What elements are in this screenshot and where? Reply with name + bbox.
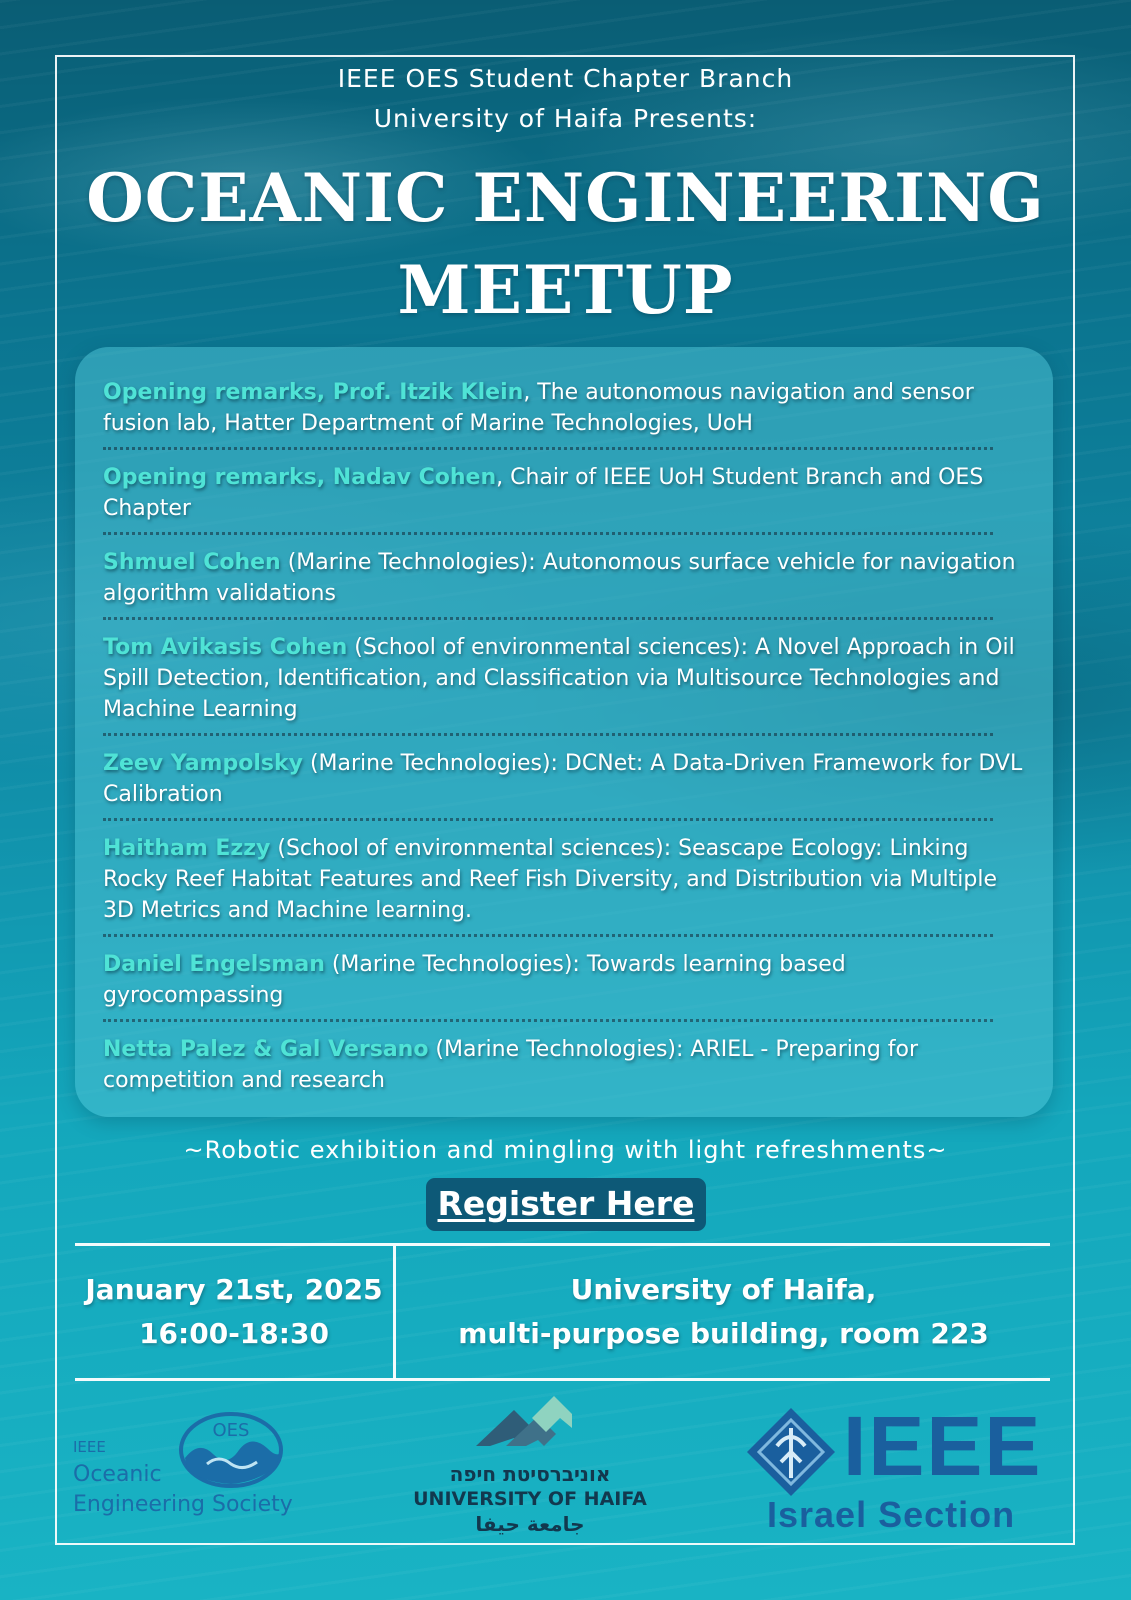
oes-logo-ieee: IEEE <box>73 1438 106 1456</box>
talk-description: (School of environmental sciences): Seascape Ecology: Linking Rocky Reef Habitat Features and Reef Fish Diversity, and Distribution via Multiple 3D Metrics and Machine learning. <box>103 836 997 923</box>
event-time: 16:00-18:30 <box>139 1317 329 1350</box>
event-venue <box>396 1268 1051 1356</box>
program-panel <box>75 347 1053 1117</box>
speaker-name: Shmuel Cohen <box>103 550 281 575</box>
speaker-name: Netta Palez & Gal Versano <box>103 1037 429 1062</box>
talk-item <box>103 748 1033 816</box>
ieee-israel-logo <box>745 1400 1055 1540</box>
oes-wave-icon <box>177 1410 285 1492</box>
speaker-name: Tom Avikasis Cohen <box>103 635 348 660</box>
venue-line-1: University of Haifa, <box>570 1273 877 1306</box>
ieee-section-name: Israel Section <box>767 1494 1016 1535</box>
speaker-name: Haitham Ezzy <box>103 836 271 861</box>
uoh-arabic-name: جامعة حيفا <box>475 1512 585 1536</box>
speaker-name: Opening remarks, Prof. Itzik Klein <box>103 380 524 405</box>
dotted-divider <box>103 733 993 736</box>
talk-item <box>103 377 1033 445</box>
ieee-wordmark: IEEE <box>843 1399 1043 1493</box>
oes-badge-text: OES <box>212 1420 250 1441</box>
register-button[interactable]: Register Here <box>426 1178 706 1231</box>
talk-description: (Marine Technologies): ARIEL - Preparing for competition and research <box>103 1037 919 1093</box>
talk-description: (School of environmental sciences): A Novel Approach in Oil Spill Detection, Identification, and Classification via Multisource Technologies and Machine Learning <box>103 635 1015 722</box>
oes-logo-line-1: Oceanic <box>73 1462 162 1487</box>
talk-item <box>103 949 1033 1017</box>
uoh-hebrew-name: אוניברסיטת חיפה <box>449 1462 611 1486</box>
oes-logo <box>73 1410 313 1530</box>
venue-line-2: multi-purpose building, room 223 <box>458 1317 989 1350</box>
talk-item <box>103 462 1033 530</box>
event-title-line-2: MEETUP <box>397 251 734 329</box>
dotted-divider <box>103 617 993 620</box>
talk-item <box>103 1034 1033 1102</box>
talk-item <box>103 547 1033 615</box>
event-datetime <box>75 1268 393 1356</box>
event-date: January 21st, 2025 <box>85 1273 383 1306</box>
tagline: ~Robotic exhibition and mingling with light refreshments~ <box>183 1136 948 1164</box>
talk-item <box>103 632 1033 731</box>
talk-description: , Chair of IEEE UoH Student Branch and OES Chapter <box>103 465 984 521</box>
divider-bottom <box>75 1378 1050 1381</box>
presenter-line-1: IEEE OES Student Chapter Branch <box>337 64 794 93</box>
talk-description: (Marine Technologies): DCNet: A Data-Driven Framework for DVL Calibration <box>103 751 1023 807</box>
uoh-english-name: UNIVERSITY OF HAIFA <box>413 1488 647 1510</box>
university-roof-icon <box>476 1396 584 1456</box>
talk-description: , The autonomous navigation and sensor fusion lab, Hatter Department of Marine Technologies, UoH <box>103 380 974 436</box>
dotted-divider <box>103 818 993 821</box>
talk-description: (Marine Technologies): Autonomous surface vehicle for navigation algorithm validations <box>103 550 1016 606</box>
speaker-name: Opening remarks, Nadav Cohen <box>103 465 497 490</box>
divider-top <box>75 1243 1050 1246</box>
talk-item <box>103 833 1033 932</box>
ieee-diamond-icon <box>745 1406 837 1498</box>
oes-logo-line-2: Engineering Society <box>73 1492 293 1517</box>
dotted-divider <box>103 934 993 937</box>
dotted-divider <box>103 532 993 535</box>
dotted-divider <box>103 447 993 450</box>
presenter-line-2: University of Haifa Presents: <box>373 104 758 133</box>
talk-description: (Marine Technologies): Towards learning based gyrocompassing <box>103 952 846 1008</box>
university-of-haifa-logo <box>400 1396 660 1536</box>
event-title-line-1: OCEANIC ENGINEERING <box>86 159 1045 237</box>
speaker-name: Zeev Yampolsky <box>103 751 303 776</box>
speaker-name: Daniel Engelsman <box>103 952 325 977</box>
dotted-divider <box>103 1019 993 1022</box>
